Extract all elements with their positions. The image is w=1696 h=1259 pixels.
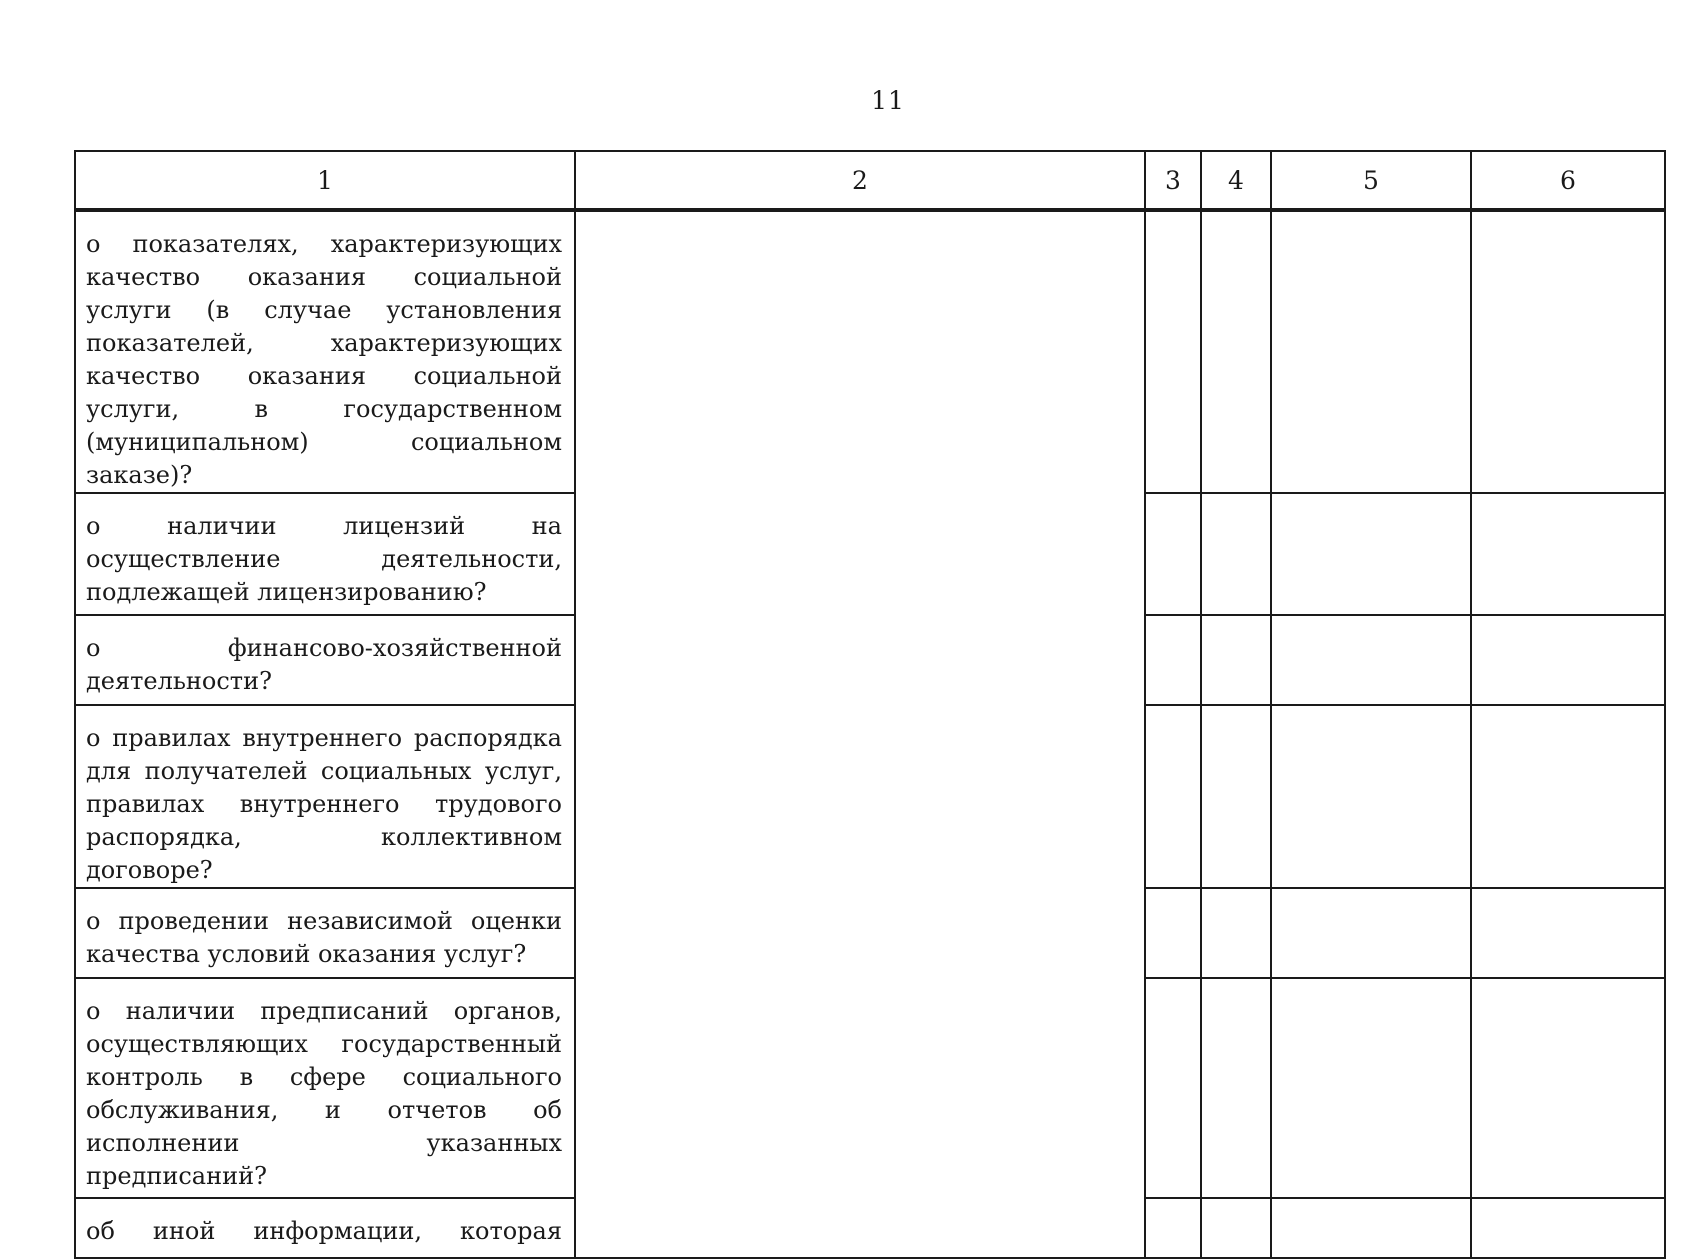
question-text: о правилах внутреннего распорядка для получателей социальных услуг, правилах внутреннего трудового распорядка, коллективном договоре? <box>86 724 562 884</box>
answer-cell <box>1471 705 1665 888</box>
answer-cell <box>1271 888 1471 978</box>
header-row <box>75 151 1665 210</box>
answer-cell <box>1271 615 1471 705</box>
question-text: о проведении независимой оценки качества условий оказания услуг? <box>86 907 562 968</box>
answer-cell <box>1471 888 1665 978</box>
answer-cell <box>1201 210 1271 493</box>
answer-cell <box>1471 210 1665 493</box>
column-header-1: 1 <box>75 151 575 210</box>
answer-cell <box>1145 888 1201 978</box>
answer-cell <box>1271 1198 1471 1258</box>
column-header-6: 6 <box>1471 151 1665 210</box>
column-header-4: 4 <box>1201 151 1271 210</box>
answer-cell <box>1201 978 1271 1198</box>
answer-cell <box>1471 978 1665 1198</box>
answer-cell <box>1201 888 1271 978</box>
question-text: о финансово-хозяйственной деятельности? <box>86 634 562 695</box>
answer-cell <box>1201 1198 1271 1258</box>
column-header-3: 3 <box>1145 151 1201 210</box>
question-cell <box>75 615 575 705</box>
question-text: о наличии лицензий на осуществление деятельности, подлежащей лицензированию? <box>86 512 562 606</box>
answer-cell <box>1271 210 1471 493</box>
answer-cell <box>1271 493 1471 615</box>
answer-cell <box>1145 210 1201 493</box>
answer-cell <box>1201 705 1271 888</box>
answer-cell <box>1201 493 1271 615</box>
question-text: об иной информации, которая <box>86 1217 562 1245</box>
column-header-2: 2 <box>575 151 1145 210</box>
answer-cell <box>1471 615 1665 705</box>
table-row <box>75 210 1665 493</box>
question-text: о наличии предписаний органов, осуществляющих государственный контроль в сфере социального обслуживания, и отчетов об исполнении указанных предписаний? <box>86 997 562 1190</box>
column-2-cell <box>575 210 1145 1258</box>
answer-cell <box>1201 615 1271 705</box>
question-cell <box>75 978 575 1198</box>
question-cell <box>75 888 575 978</box>
answer-cell <box>1471 1198 1665 1258</box>
question-cell <box>75 210 575 493</box>
answer-cell <box>1145 1198 1201 1258</box>
answer-cell <box>1271 705 1471 888</box>
answer-cell <box>1271 978 1471 1198</box>
question-cell <box>75 705 575 888</box>
column-header-5: 5 <box>1271 151 1471 210</box>
question-cell <box>75 1198 575 1258</box>
answer-cell <box>1145 615 1201 705</box>
checklist-table <box>74 150 1666 1259</box>
page-number: 11 <box>871 86 905 115</box>
answer-cell <box>1145 705 1201 888</box>
answer-cell <box>1145 978 1201 1198</box>
answer-cell <box>1145 493 1201 615</box>
answer-cell <box>1471 493 1665 615</box>
question-text: о показателях, характеризующих качество оказания социальной услуги (в случае установления показателей, характеризующих качество оказания социальной услуги, в государственном (муниципальном) социальном заказе)? <box>86 230 562 489</box>
question-cell <box>75 493 575 615</box>
